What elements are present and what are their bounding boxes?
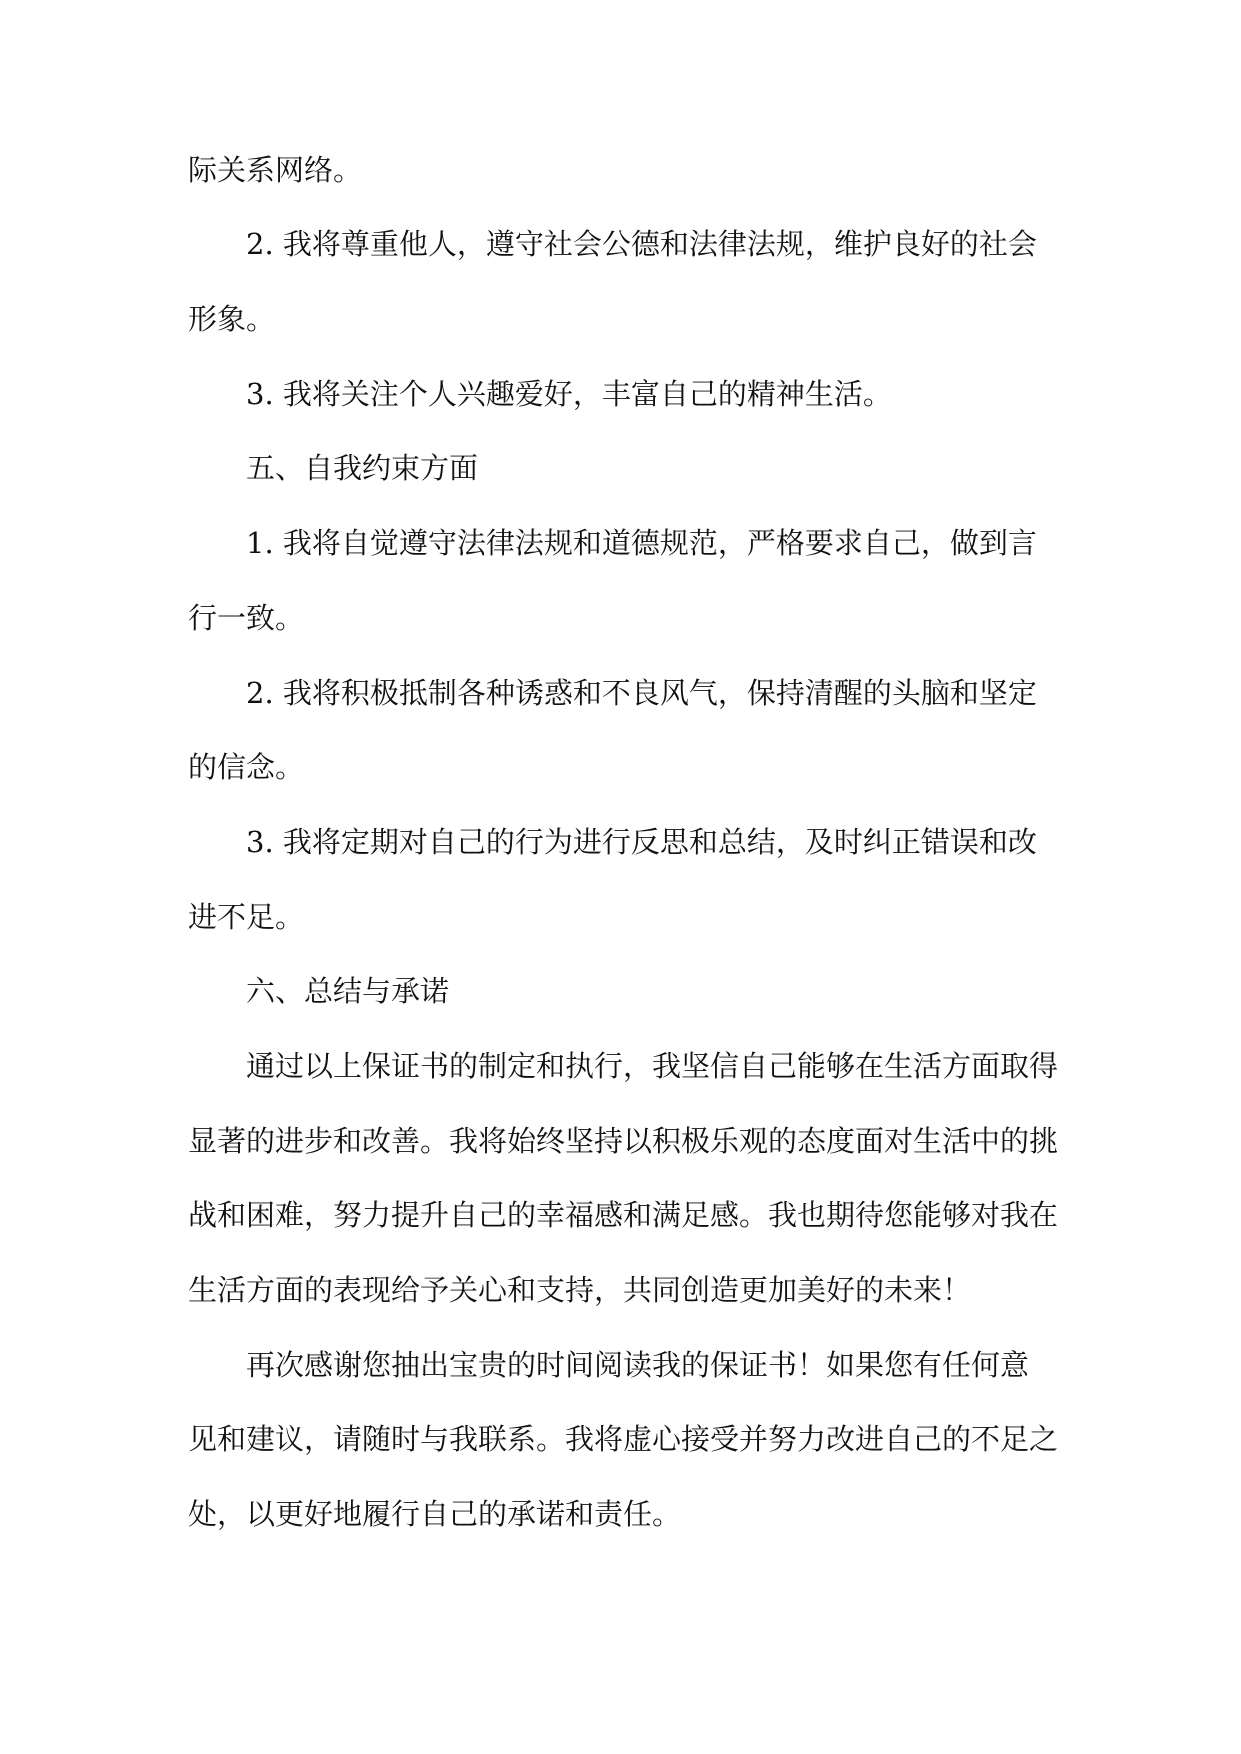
- paragraph-1-line-1: 通过以上保证书的制定和执行，我坚信自己能够在生活方面取得: [246, 1049, 1059, 1083]
- list-item-2-line-1: 2. 我将尊重他人，遵守社会公德和法律法规，维护良好的社会: [246, 227, 1037, 261]
- list-item-3: 3. 我将关注个人兴趣爱好，丰富自己的精神生活。: [246, 377, 892, 411]
- paragraph-2-line-1: 再次感谢您抽出宝贵的时间阅读我的保证书！如果您有任何意: [246, 1348, 1030, 1382]
- section-heading-5: 五、自我约束方面: [246, 451, 479, 485]
- paragraph-2-line-2: 见和建议，请随时与我联系。我将虚心接受并努力改进自己的不足之: [188, 1422, 1059, 1456]
- section-heading-6: 六、总结与承诺: [246, 974, 450, 1008]
- paragraph-1-line-4: 生活方面的表现给予关心和支持，共同创造更加美好的未来！: [188, 1273, 972, 1307]
- paragraph-1-line-3: 战和困难，努力提升自己的幸福感和满足感。我也期待您能够对我在: [188, 1198, 1059, 1232]
- paragraph-1-line-2: 显著的进步和改善。我将始终坚持以积极乐观的态度面对生活中的挑: [188, 1124, 1059, 1158]
- text-line: 际关系网络。: [188, 153, 363, 187]
- list-item-2-line-2: 形象。: [188, 302, 276, 336]
- paragraph-2-line-3: 处，以更好地履行自己的承诺和责任。: [188, 1497, 682, 1531]
- list-item-3-line-1: 3. 我将定期对自己的行为进行反思和总结，及时纠正错误和改: [246, 825, 1037, 859]
- list-item-2-line-2: 的信念。: [188, 750, 305, 784]
- list-item-3-line-2: 进不足。: [188, 900, 305, 934]
- list-item-1-line-2: 行一致。: [188, 601, 305, 635]
- list-item-2-line-1: 2. 我将积极抵制各种诱惑和不良风气，保持清醒的头脑和坚定: [246, 676, 1037, 710]
- list-item-1-line-1: 1. 我将自觉遵守法律法规和道德规范，严格要求自己，做到言: [246, 526, 1037, 560]
